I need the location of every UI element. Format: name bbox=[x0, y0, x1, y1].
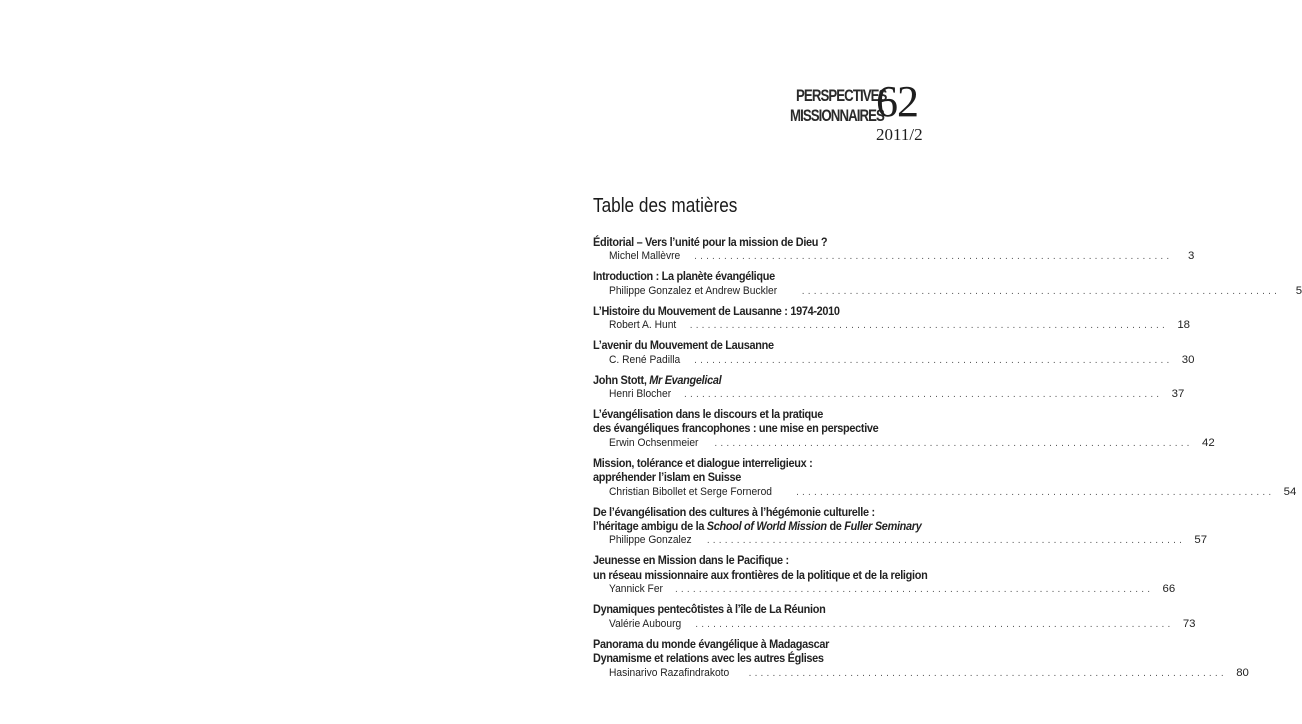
leader-dots: ................................................................................ bbox=[694, 251, 1173, 263]
page-number: 66 bbox=[1162, 583, 1176, 596]
article-author: Robert A. Hunt bbox=[609, 319, 677, 332]
article-author: Philippe Gonzalez et Andrew Buckler bbox=[609, 284, 778, 297]
page-number: 18 bbox=[1177, 319, 1190, 332]
toc-entry bbox=[593, 636, 1249, 681]
author-row bbox=[609, 284, 1302, 299]
author-row bbox=[609, 485, 1297, 500]
journal-name bbox=[790, 86, 887, 126]
article-title-line: des évangéliques francophones : une mise en perspective bbox=[593, 421, 879, 436]
author-row bbox=[609, 387, 1185, 402]
article-author: Michel Mallèvre bbox=[609, 250, 681, 263]
article-author: Yannick Fer bbox=[609, 583, 663, 596]
article-title-line: un réseau missionnaire aux frontières de la politique et de la religion bbox=[593, 567, 928, 582]
page-number: 54 bbox=[1283, 485, 1297, 498]
leader-dots: ................................................................................ bbox=[674, 584, 1154, 596]
article-title-line: De l’évangélisation des cultures à l’hégémonie culturelle : bbox=[593, 504, 875, 519]
toc-heading: Table des matières bbox=[593, 195, 738, 217]
leader-dots: ................................................................................ bbox=[706, 535, 1186, 547]
page-number: 5 bbox=[1295, 284, 1302, 297]
article-title-line: L’Histoire du Mouvement de Lausanne : 1974-2010 bbox=[593, 303, 840, 318]
toc-entry bbox=[593, 303, 1190, 334]
toc-entry bbox=[593, 235, 1195, 265]
journal-name-word-1: PERSPECTIVES bbox=[796, 86, 887, 105]
article-title-line: Introduction : La planète évangélique bbox=[593, 269, 775, 284]
article-author: Erwin Ochsenmeier bbox=[609, 436, 699, 449]
page-number: 37 bbox=[1171, 388, 1185, 401]
leader-dots: ................................................................................ bbox=[714, 437, 1193, 449]
leader-dots: ................................................................................ bbox=[694, 354, 1173, 366]
page-number: 80 bbox=[1236, 666, 1249, 679]
article-author: Philippe Gonzalez bbox=[609, 534, 692, 547]
article-title-line: appréhender l’islam en Suisse bbox=[593, 470, 742, 485]
leader-dots: ................................................................................ bbox=[796, 486, 1275, 498]
toc-entry bbox=[593, 553, 1176, 597]
article-title-line: Dynamisme et relations avec les autres Églises bbox=[593, 651, 824, 666]
page-number: 42 bbox=[1201, 436, 1215, 449]
article-author: C. René Padilla bbox=[609, 353, 681, 366]
article-author: Henri Blocher bbox=[609, 388, 672, 401]
leader-dots: ................................................................................ bbox=[748, 667, 1227, 679]
article-title-line: L’avenir du Mouvement de Lausanne bbox=[593, 338, 774, 353]
article-title-line: l’héritage ambigu de la School of World Mission de Fuller Seminary bbox=[593, 519, 922, 534]
article-title-line: Jeunesse en Mission dans le Pacifique : bbox=[593, 553, 789, 568]
author-row bbox=[609, 353, 1195, 368]
page-number: 3 bbox=[1188, 250, 1195, 263]
journal-name-word-2: MISSIONNAIRES bbox=[790, 106, 884, 125]
article-author: Hasinarivo Razafindrakoto bbox=[609, 666, 730, 679]
page-number: 73 bbox=[1182, 617, 1196, 630]
page-number: 57 bbox=[1194, 534, 1208, 547]
author-row bbox=[609, 582, 1176, 597]
issue-year: 2011/2 bbox=[876, 125, 923, 144]
author-row bbox=[609, 436, 1215, 451]
article-title-line: L’évangélisation dans le discours et la pratique bbox=[593, 407, 824, 422]
article-title-line: Mission, tolérance et dialogue interreligieux : bbox=[593, 455, 813, 470]
issue-number: 62 bbox=[876, 77, 918, 126]
leader-dots: ................................................................................ bbox=[684, 389, 1163, 401]
leader-dots: ................................................................................ bbox=[801, 285, 1281, 297]
author-row bbox=[609, 617, 1196, 632]
author-row bbox=[609, 666, 1249, 681]
article-title-line: John Stott, Mr Evangelical bbox=[593, 372, 722, 387]
page-number: 30 bbox=[1181, 353, 1195, 366]
toc-entry bbox=[593, 269, 1302, 299]
toc-entry bbox=[593, 455, 1297, 500]
leader-dots: ................................................................................ bbox=[695, 618, 1174, 630]
toc-entry bbox=[593, 372, 1185, 403]
toc-entry bbox=[593, 504, 1208, 549]
author-row bbox=[609, 533, 1208, 548]
toc-entry bbox=[593, 338, 1195, 368]
article-title-line: Dynamiques pentecôtistes à l’île de La Réunion bbox=[593, 602, 826, 617]
table-of-contents bbox=[593, 235, 1302, 686]
article-title-line: Éditorial – Vers l’unité pour la mission de Dieu ? bbox=[593, 235, 828, 249]
article-title-line: Panorama du monde évangélique à Madagascar bbox=[593, 636, 830, 651]
toc-entry bbox=[593, 407, 1215, 451]
article-author: Valérie Aubourg bbox=[609, 617, 682, 630]
article-author: Christian Bibollet et Serge Fornerod bbox=[609, 485, 772, 498]
journal-masthead bbox=[790, 77, 923, 148]
leader-dots: ................................................................................ bbox=[689, 320, 1168, 332]
toc-entry bbox=[593, 602, 1196, 632]
author-row bbox=[609, 318, 1190, 333]
author-row bbox=[609, 249, 1195, 264]
